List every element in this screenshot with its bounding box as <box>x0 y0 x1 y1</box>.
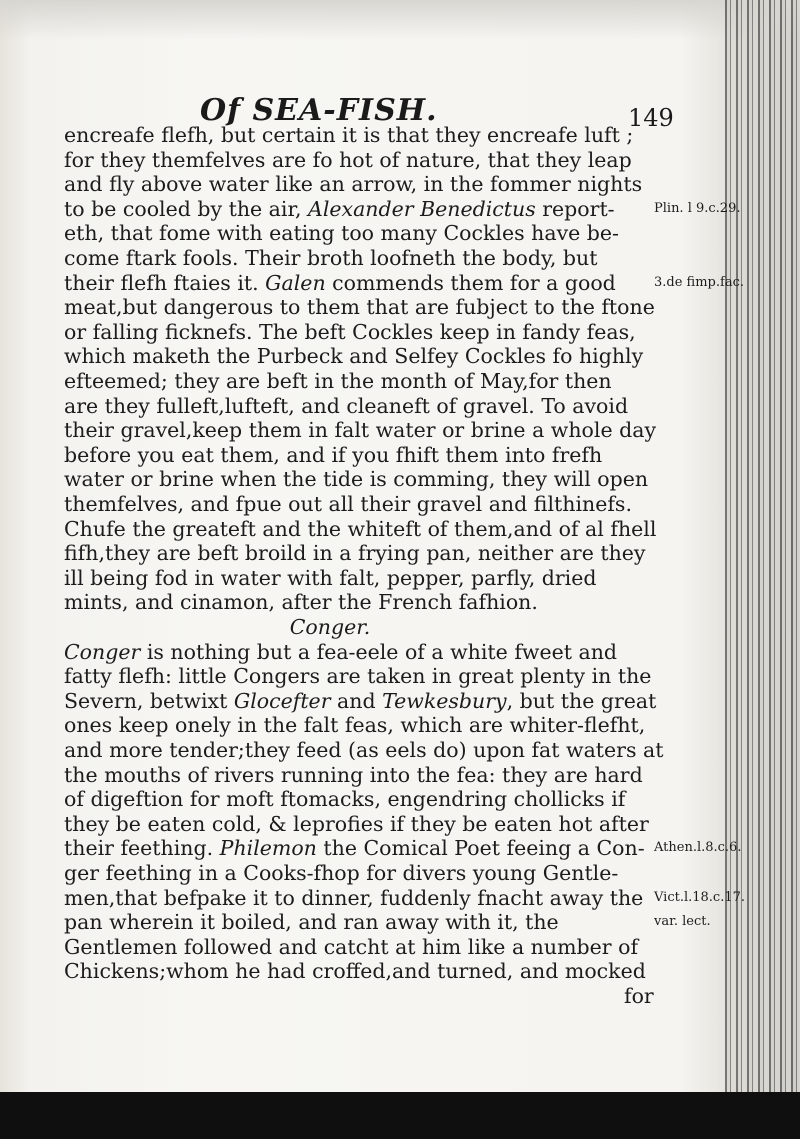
text-line <box>64 394 628 418</box>
text-line <box>64 369 612 393</box>
italic-text: Conger <box>64 639 141 664</box>
text-line <box>64 271 616 295</box>
text-segment: their feething. <box>64 836 220 861</box>
text-line <box>64 344 643 368</box>
text-line <box>64 713 645 737</box>
text-line <box>624 984 654 1008</box>
margin-note: Athen.l.8.c.6. <box>654 840 742 856</box>
text-segment: they be eaten cold, & leprofies if they be eaten hot after <box>64 811 649 836</box>
text-line <box>64 640 617 664</box>
text-line <box>64 541 646 565</box>
text-segment: , but the great <box>506 688 657 713</box>
margin-note: Plin. l 9.c.29. <box>654 200 741 216</box>
text-segment: Severn, betwixt <box>64 688 234 713</box>
text-segment: of digeftion for moft ftomacks, engendring chollicks if <box>64 787 626 812</box>
text-line <box>64 861 618 885</box>
text-segment: ger feething in a Cooks-fhop for divers young Gentle- <box>64 861 619 885</box>
italic-text: Conger. <box>289 615 371 639</box>
text-segment: is nothing but a fea-eele of a white fweet and <box>140 639 618 664</box>
text-line <box>64 295 655 319</box>
text-segment: fifh,they are beft broild in a frying pan, neither are they <box>64 541 646 566</box>
text-line <box>64 959 646 983</box>
text-segment: themfelves, and fpue out all their gravel and filthinefs. <box>64 492 632 516</box>
text-line <box>64 418 656 442</box>
text-segment: encreafe flefh, but certain it is that they encreafe luft ; <box>64 123 634 147</box>
text-line <box>64 664 651 688</box>
italic-text: Tewkesbury <box>382 688 507 713</box>
text-segment: and more tender;they feed (as eels do) upon fat waters at <box>64 738 664 762</box>
text-segment: fatty flefh: little Congers are taken in great plenty in the <box>64 664 652 689</box>
text-line <box>64 517 656 541</box>
text-segment: efteemed; they are beft in the month of May,for then <box>64 369 612 393</box>
text-line <box>64 787 625 811</box>
text-segment: Chickens;whom he had croffed,and turned, and mocked <box>64 959 646 984</box>
page-top-shadow <box>0 0 800 40</box>
text-segment: and fly above water like an arrow, in the fommer nights <box>64 172 643 197</box>
text-line <box>64 910 559 934</box>
text-segment: for <box>624 984 654 1008</box>
text-segment: before you eat them, and if you fhift them into frefh <box>64 442 603 467</box>
text-line <box>64 836 645 860</box>
text-line <box>64 172 642 196</box>
margin-note: Vict.l.18.c.17. <box>654 889 746 905</box>
text-line <box>64 221 619 245</box>
text-segment: to be cooled by the air, <box>64 196 309 221</box>
text-line <box>64 148 632 172</box>
italic-text: Glocefter <box>233 688 331 713</box>
text-segment: meat,but dangerous to them that are fubject to the ftone <box>64 295 655 320</box>
text-segment: mints, and cinamon, after the French fafhion. <box>64 590 538 615</box>
text-segment: Chufe the greateft and the whiteft of them,and of al fhell <box>64 516 657 541</box>
text-line <box>64 246 597 270</box>
text-segment: and <box>330 688 383 713</box>
text-line <box>64 566 597 590</box>
text-segment: pan wherein it boiled, and ran away with it, the <box>64 910 559 935</box>
text-segment: for they themfelves are fo hot of nature, that they leap <box>64 147 632 172</box>
text-segment: are they fulleft,lufteft, and cleaneft of gravel. To avoid <box>64 393 629 418</box>
text-segment: eth, that fome with eating too many Cockles have be- <box>64 221 619 246</box>
text-line <box>64 320 636 344</box>
text-segment: ones keep onely in the falt feas, which are whiter-flefht, <box>64 713 646 738</box>
text-segment: water or brine when the tide is comming, they will open <box>64 467 649 492</box>
text-line <box>64 763 643 787</box>
text-line <box>64 492 632 516</box>
text-segment: their flefh ftaies it. <box>64 270 266 295</box>
text-line <box>64 590 538 614</box>
text-segment: Gentlemen followed and catcht at him like a number of <box>64 934 639 959</box>
book-spine-edge <box>725 0 800 1139</box>
text-line <box>64 467 648 491</box>
text-line <box>64 738 663 762</box>
text-segment: the Comical Poet feeing a Con- <box>316 836 645 861</box>
text-line <box>64 689 656 713</box>
section-heading <box>0 615 660 639</box>
margin-note: 3.de fimp.fac. <box>654 274 744 290</box>
text-segment: come ftark fools. Their broth loofneth the body, but <box>64 246 598 270</box>
italic-text: Galen <box>265 270 326 295</box>
text-segment: their gravel,keep them in falt water or brine a whole day <box>64 418 657 443</box>
text-line <box>64 197 615 221</box>
margin-note: var. lect. <box>654 914 711 930</box>
text-line <box>64 935 638 959</box>
italic-text: Philemon <box>219 836 317 861</box>
text-line <box>64 886 643 910</box>
text-segment: men,that befpake it to dinner, fuddenly fnacht away the <box>64 885 644 910</box>
page-number: 149 <box>628 104 674 132</box>
text-line <box>64 443 602 467</box>
text-segment: the mouths of rivers running into the fea: they are hard <box>64 762 643 787</box>
text-segment: ill being fod in water with falt, pepper, parfly, dried <box>64 565 597 590</box>
running-head: Of SEA-FISH. <box>200 93 438 128</box>
text-line <box>64 812 649 836</box>
italic-text: Alexander Benedictus <box>308 196 536 221</box>
text-segment: which maketh the Purbeck and Selfey Cockles fo highly <box>64 344 644 369</box>
text-line <box>64 123 633 147</box>
scan-bottom-edge <box>0 1092 800 1139</box>
text-segment: report- <box>535 196 615 221</box>
text-segment: or falling ficknefs. The beft Cockles keep in fandy feas, <box>64 319 636 344</box>
text-segment: commends them for a good <box>325 270 616 295</box>
